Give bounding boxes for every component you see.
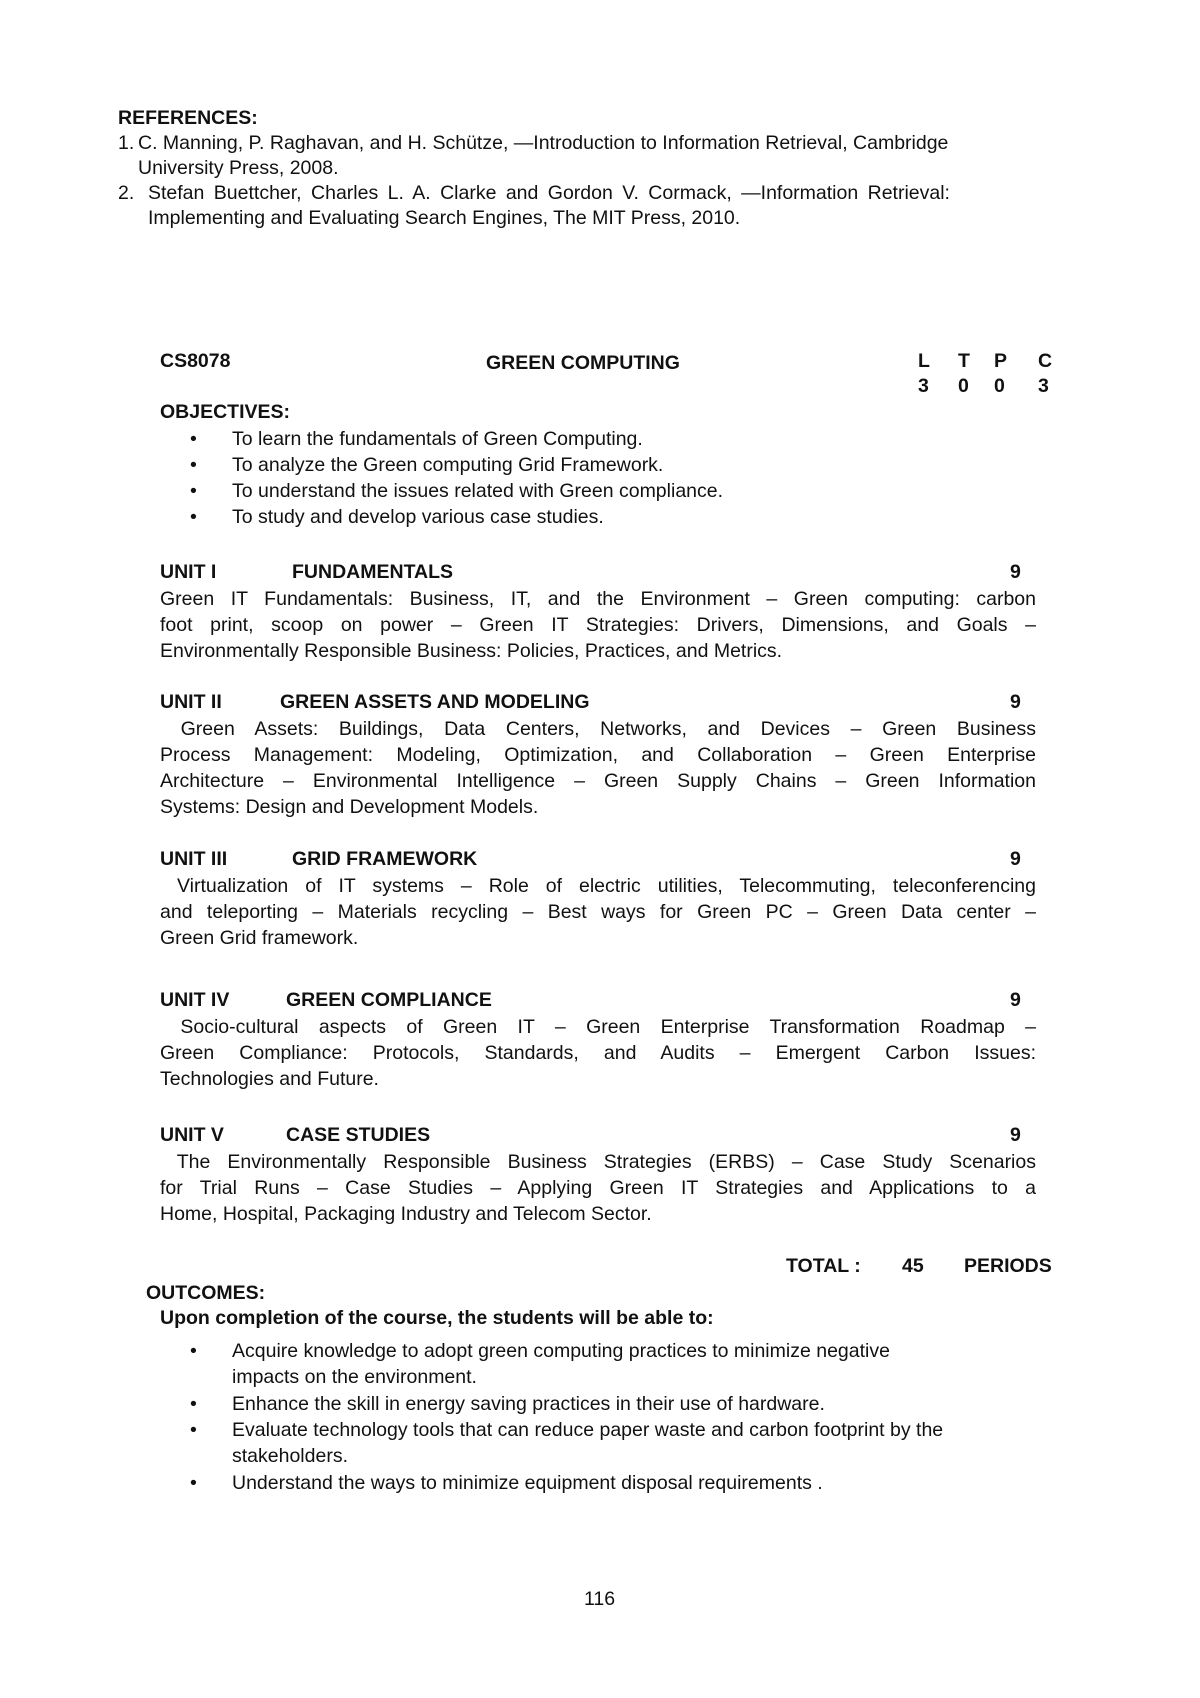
reference-number: 2. bbox=[118, 182, 135, 204]
references-heading: REFERENCES: bbox=[118, 107, 258, 129]
unit-description: Socio-cultural aspects of Green IT – Green Enterprise Transformation Roadmap – Green Compliance: Protocols, Standards, and Audits – Emergent Carbon Issues: Technologies and Future. bbox=[160, 1016, 1036, 1090]
objectives-heading: OBJECTIVES: bbox=[160, 401, 291, 423]
unit-label: UNIT I bbox=[160, 561, 217, 583]
bullet-icon: • bbox=[190, 1472, 197, 1494]
ltpc-header-t: T bbox=[958, 350, 970, 372]
unit-title: GRID FRAMEWORK bbox=[292, 848, 478, 870]
reference-line: Implementing and Evaluating Search Engines, The MIT Press, 2010. bbox=[148, 207, 741, 229]
reference-line: C. Manning, P. Raghavan, and H. Schütze, —Introduction to Information Retrieval, Cambridge bbox=[138, 132, 949, 154]
bullet-icon: • bbox=[190, 454, 197, 476]
total-label: TOTAL : bbox=[786, 1255, 861, 1277]
unit-label: UNIT II bbox=[160, 691, 222, 713]
course-title: GREEN COMPUTING bbox=[486, 352, 680, 374]
ltpc-value-l: 3 bbox=[918, 375, 929, 397]
unit-hours: 9 bbox=[1010, 848, 1021, 870]
outcomes-intro: Upon completion of the course, the students will be able to: bbox=[160, 1307, 714, 1329]
unit-hours: 9 bbox=[1010, 691, 1021, 713]
unit-title: CASE STUDIES bbox=[286, 1124, 431, 1146]
bullet-icon: • bbox=[190, 1419, 197, 1441]
unit-label: UNIT III bbox=[160, 848, 228, 870]
ltpc-value-p: 0 bbox=[994, 375, 1005, 397]
unit-hours: 9 bbox=[1010, 561, 1021, 583]
total-unit: PERIODS bbox=[964, 1255, 1052, 1277]
page-number: 116 bbox=[584, 1588, 616, 1610]
unit-title: GREEN ASSETS AND MODELING bbox=[280, 691, 590, 713]
ltpc-header-p: P bbox=[994, 350, 1008, 372]
bullet-icon: • bbox=[190, 480, 197, 502]
unit-hours: 9 bbox=[1010, 989, 1021, 1011]
unit-hours: 9 bbox=[1010, 1124, 1021, 1146]
ltpc-header-c: C bbox=[1038, 350, 1053, 372]
reference-number: 1. bbox=[118, 132, 135, 154]
unit-title: FUNDAMENTALS bbox=[292, 561, 454, 583]
unit-title: GREEN COMPLIANCE bbox=[286, 989, 492, 1011]
total-value: 45 bbox=[902, 1255, 924, 1277]
bullet-icon: • bbox=[190, 428, 197, 450]
course-code: CS8078 bbox=[160, 350, 231, 372]
outcomes-heading: OUTCOMES: bbox=[146, 1282, 266, 1304]
bullet-icon: • bbox=[190, 1393, 197, 1415]
ltpc-header-l: L bbox=[918, 350, 930, 372]
unit-description: The Environmentally Responsible Business Strategies (ERBS) – Case Study Scenarios for Trial Runs – Case Studies – Applying Green IT Strategies and Applications to a Home, Hospital, Packaging Industry and Telecom Sector. bbox=[160, 1151, 1036, 1225]
unit-description: Virtualization of IT systems – Role of electric utilities, Telecommuting, teleconferencing and teleporting – Materials recycling – Best ways for Green PC – Green Data center – Green Grid framework. bbox=[160, 875, 1036, 949]
bullet-icon: • bbox=[190, 1340, 197, 1362]
unit-label: UNIT V bbox=[160, 1124, 224, 1146]
bullet-icon: • bbox=[190, 506, 197, 528]
unit-label: UNIT IV bbox=[160, 989, 230, 1011]
ltpc-value-t: 0 bbox=[958, 375, 969, 397]
ltpc-value-c: 3 bbox=[1038, 375, 1049, 397]
reference-line: Stefan Buettcher, Charles L. A. Clarke and Gordon V. Cormack, —Information Retrieval: bbox=[148, 182, 950, 204]
reference-line: University Press, 2008. bbox=[138, 157, 339, 179]
unit-description: Green IT Fundamentals: Business, IT, and the Environment – Green computing: carbon foot print, scoop on power – Green IT Strategies: Drivers, Dimensions, and Goals – Environmentally Responsible Business: Policies, Practices, and Metrics. bbox=[160, 588, 1036, 662]
unit-description: Green Assets: Buildings, Data Centers, Networks, and Devices – Green Business Process Management: Modeling, Optimization, and Collaboration – Green Enterprise Architecture – Environmental Intelligence – Green Supply Chains – Green Information Systems: Design and Development Models. bbox=[160, 718, 1036, 818]
